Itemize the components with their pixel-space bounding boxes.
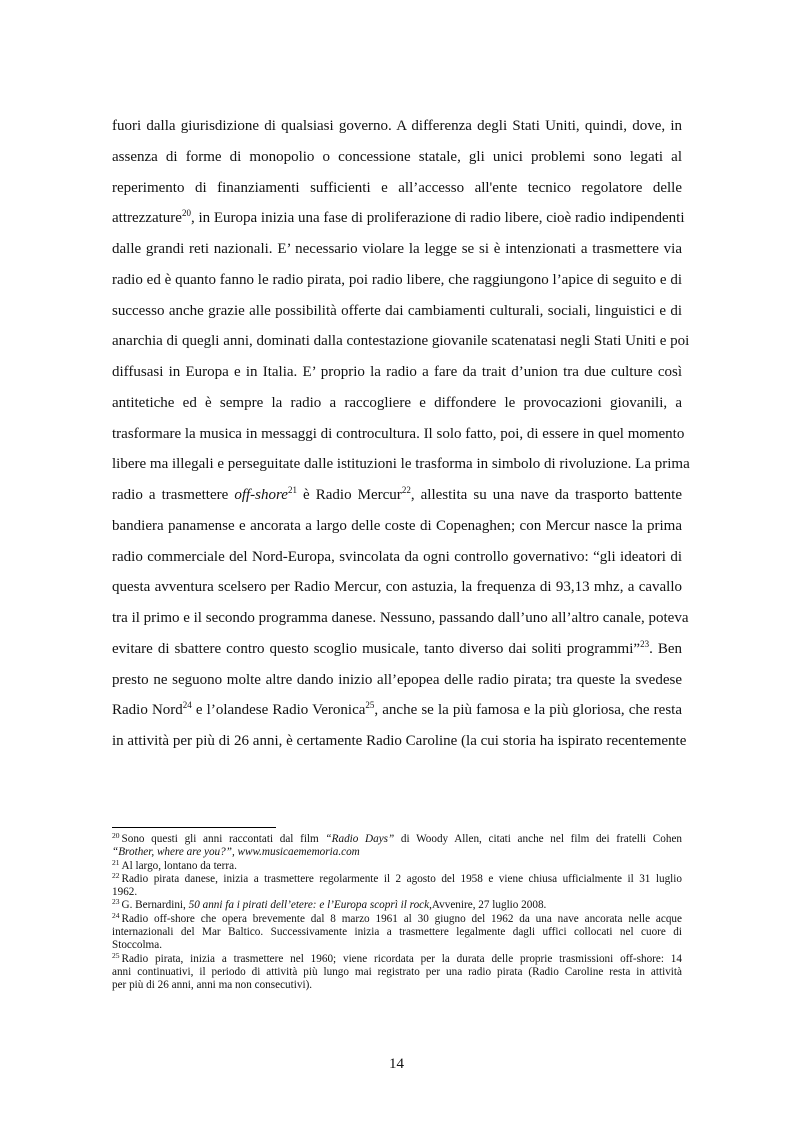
text-line: radio a trasmettere off-shore$^{21}$ è Radio Mercur$^{22}$, allestita su una nave da trasporto battente <box>112 485 682 503</box>
body-paragraph <box>112 111 690 757</box>
footnote-24: $^{24}$ Radio off-shore che opera brevemente dal 8 marzo 1961 al 30 giugno del 1962 da una nave ancorata nelle acque internazionali del Mar Baltico. Successivamente inizia a trasmettere legalmente dagli uffici collocati nel cuore di Stoccolma. <box>112 910 682 952</box>
text-line: trasformare la musica in messaggi di controcultura. Il solo fatto, poi, di essere in quel momento <box>112 425 685 442</box>
footnote-20: $^{20}$ Sono questi gli anni raccontati dal film “Radio Days” di Woody Allen, citati anche nel film dei fratelli Cohen “Brother, where are you?”, www.musicaememoria.com <box>112 831 682 859</box>
text-line: assenza di forme di monopolio o concessione statale, gli unici problemi sono legati al <box>112 148 682 165</box>
footnote-number: 23 <box>112 897 120 907</box>
text-line: evitare di sbattere contro questo scoglio musicale, tanto diverso dai soliti programmi”$^{23}$. Ben <box>112 638 682 657</box>
footnote-21: $^{21}$ Al largo, lontano da terra. <box>112 857 237 872</box>
footnote-ref[interactable]: 20 <box>181 208 191 219</box>
text-line: in attività per più di 26 anni, è certamente Radio Caroline (la cui storia ha ispirato recentemente <box>112 733 687 749</box>
footnote-23: $^{23}$ G. Bernardini, 50 anni fa i pirati dell’etere: e l’Europa scoprì il rock,Avvenire, 27 luglio 2008. <box>112 897 547 912</box>
footnote-ref[interactable]: 24 <box>182 700 192 711</box>
footnote-ref[interactable]: 21 <box>287 485 297 495</box>
text-line: questa avventura scelsero per Radio Mercur, con astuzia, la frequenza di 93,13 mhz, a cavallo <box>112 579 682 596</box>
text-line: antitetiche ed è sempre la radio a raccogliere e diffondere le provocazioni giovanili, a <box>112 394 682 411</box>
text-line: fuori dalla giurisdizione di qualsiasi governo. A differenza degli Stati Uniti, quindi, dove, in <box>112 118 682 134</box>
footnote-ref[interactable]: 23 <box>640 638 650 649</box>
text-line: tra il primo e il secondo programma danese. Nessuno, passando dall’uno all’altro canale, poteva <box>112 610 689 626</box>
text-line: reperimento di finanziamenti sufficienti e all’accesso all'ente tecnico regolatore delle <box>112 179 682 196</box>
footnote-ref[interactable]: 25 <box>365 700 375 711</box>
footnote-number: 20 <box>112 831 120 840</box>
text-line: anarchia di quegli anni, dominati dalla contestazione giovanile scatenatasi negli Stati Uniti e poi <box>112 333 690 350</box>
text-line: Radio Nord$^{24}$ e l’olandese Radio Veronica$^{25}$, anche se la più famosa e la più gloriosa, che resta <box>112 700 682 719</box>
footnotes <box>112 833 682 993</box>
footnote-22: $^{22}$ Radio pirata danese, inizia a trasmettere regolarmente il 2 agosto del 1958 e viene chiusa ufficialmente il 31 luglio 1962. <box>112 870 682 899</box>
text-line: libere ma illegali e perseguitate dalle istituzioni le trasforma in simbolo di rivoluzione. La prima <box>112 456 690 473</box>
footnote-25: $^{25}$ Radio pirata, inizia a trasmettere nel 1960; viene ricordata per la durata delle proprie trasmissioni off-shore: 14 anni continuativi, il periodo di attività più lungo mai registrato per una radio pirata (Radio Caroline resta in attività per più di 26 anni, anni ma non consecutivi). <box>112 950 682 992</box>
footnote-separator <box>112 827 276 828</box>
text-line: diffusasi in Europa e in Italia. E’ proprio la radio a fare da trait d’union tra due culture così <box>112 364 682 380</box>
footnote-number: 25 <box>112 950 120 960</box>
text-line: presto ne seguono molte altre dando inizio all’epopea delle radio pirata; tra queste la svedese <box>112 671 682 688</box>
footnote-ref[interactable]: 22 <box>401 485 411 495</box>
page-number: 14 <box>389 1056 404 1072</box>
footnote-number: 21 <box>112 857 120 867</box>
text-line: successo anche grazie alle possibilità offerte dai cambiamenti culturali, sociali, linguistici e di <box>112 302 682 319</box>
footnote-number: 22 <box>112 870 120 880</box>
text-line: bandiera panamense e ancorata a largo delle coste di Copenaghen; con Mercur nasce la prima <box>112 517 682 534</box>
text-line: radio ed è quanto fanno le radio pirata, poi radio libere, che raggiungono l’apice di seguito e di <box>112 271 682 288</box>
footnote-number: 24 <box>112 910 120 920</box>
text-line: dalle grandi reti nazionali. E’ necessario violare la legge se si è intenzionati a trasmettere via <box>112 241 682 257</box>
text-line: attrezzature$^{20}$, in Europa inizia una fase di proliferazione di radio libere, cioè radio indipendenti <box>112 208 685 227</box>
text-line: radio commerciale del Nord-Europa, svincolata da ogni controllo governativo: “gli ideatori di <box>112 548 682 565</box>
